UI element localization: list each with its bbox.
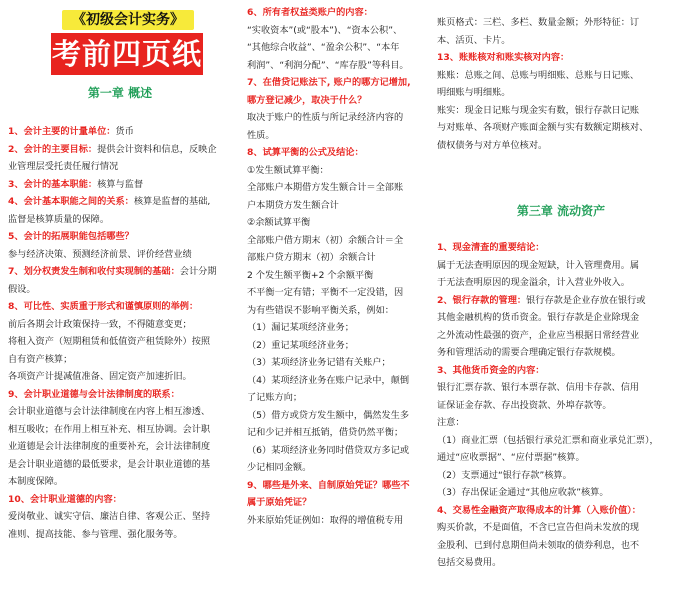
text-line: 将租入资产（短期租赁和低值资产租赁除外）按照 <box>8 336 211 347</box>
text-line: 2 个发生额平衡+2 个余额平衡 <box>247 269 374 281</box>
text-line: 通过“应收票据”、“应付票据”核算。 <box>437 452 585 463</box>
section-heading: 2、会计的主要目标：提供会计资料和信息，反映企 <box>8 143 217 155</box>
text-line: 注意： <box>437 417 465 428</box>
section-heading: 13、账账核对和账实核对内容： <box>437 52 570 63</box>
text-line: 业道德是会计法律制度的重要补充，会计法律制度 <box>8 441 211 452</box>
text-line: “其他综合收益”、“盈余公积”、“本年 <box>247 42 400 53</box>
section-heading: 属于原始凭证？ <box>247 497 312 508</box>
text-line: 本制度保障。 <box>8 476 64 487</box>
text-line: ①发生额试算平衡： <box>247 164 329 176</box>
text-line: （2）重记某项经济业务； <box>247 339 354 351</box>
text-line: 利润”、“利润分配”、“库存股”等科目。 <box>247 59 409 71</box>
section-heading: 9、哪些是外来、自制原始凭证？哪些不 <box>247 479 410 491</box>
text-line: 与对账单、各项财产账面金额与实有数额定期核对、 <box>437 122 649 133</box>
text-line: 取决于账户的性质与所记录经济内容的 <box>247 112 404 123</box>
section-heading: 1、会计主要的计量单位：货币 <box>8 126 134 137</box>
section-heading: 2、银行存款的管理：银行存款是企业存放在银行或 <box>437 294 646 306</box>
section-heading: 3、其他货币资金的内容： <box>437 364 545 376</box>
column-1-body <box>8 123 232 543</box>
text-line: 全部账户本期借方发生额合计＝全部账 <box>247 182 404 193</box>
exam-banner: 考前四页纸 <box>51 33 203 75</box>
text-line: （3）某项经济业务记错有关账户； <box>247 357 391 368</box>
text-line: 前后各期会计政策保持一致，不得随意变更； <box>8 318 192 330</box>
text-line: 爱岗敬业、诚实守信、廉洁自律、客观公正、坚持 <box>8 511 211 522</box>
text-line: （5）借方或贷方发生额中，偶然发生多 <box>247 409 410 421</box>
section-heading: 3、会计的基本职能：核算与监督 <box>8 178 144 190</box>
text-line: 监督是核算质量的保障。 <box>8 213 110 225</box>
text-line: 会计职业道德与会计法律制度在内容上相互渗透、 <box>8 406 211 417</box>
text-line: 银行汇票存款、银行本票存款、信用卡存款、信用 <box>437 382 640 393</box>
text-line: 明细账与明细账。 <box>437 87 511 98</box>
section-heading: 8、可比性、实质重于形式和谨慎原则的举例： <box>8 301 199 312</box>
text-line: 户本期贷方发生额合计 <box>247 199 339 211</box>
text-line: 性质。 <box>247 129 275 141</box>
section-heading: 4、交易性金融资产取得成本的计算（入账价值）： <box>437 504 641 516</box>
subject-title: 《初级会计实务》 <box>62 10 194 30</box>
text-line: 是会计职业道德的最低要求，是会计职业道德的基 <box>8 458 211 470</box>
section-heading: 10、会计职业道德的内容： <box>8 493 122 505</box>
text-line: 证保证金存款、存出投资款、外埠存款等。 <box>437 399 612 411</box>
text-line: 相互吸收；在作用上相互补充、相互协调。会计职 <box>8 423 211 435</box>
section-heading: 5、会计的拓展职能包括哪些？ <box>8 231 134 242</box>
section-heading: 哪方登记减少，取决于什么？ <box>247 94 367 106</box>
section-heading: 9、会计职业道德与会计法律制度的联系： <box>8 388 180 400</box>
text-line: 包括交易费用。 <box>437 557 502 568</box>
text-line: 了记账方向； <box>247 392 303 403</box>
text-line: 部账户贷方期末（初）余额合计 <box>247 252 376 263</box>
text-line: 其他金融机构的货币资金。银行存款是企业除现金 <box>437 312 640 323</box>
section-heading: 7、在借贷记账法下, 账户的哪方记增加, <box>247 77 411 88</box>
text-line: 金股利、已到付息期但尚未领取的债券利息，也不 <box>437 539 640 551</box>
text-line: 不平衡一定有错；平衡不一定没错，因 <box>247 287 404 298</box>
text-line: “实收资本”(或“股本”)、“资本公积”、 <box>247 24 403 36</box>
text-line: 全部账户借方期末（初）余额合计＝全 <box>247 234 404 246</box>
chapter-3-heading: 第三章 流动资产 <box>516 204 606 218</box>
column-2-body <box>247 4 425 529</box>
text-line: 务和管理活动的需要合理确定银行存款规模。 <box>437 347 621 358</box>
text-line: 购买价款，不是面值，不含已宣告但尚未发放的现 <box>437 522 640 533</box>
text-line: 属于无法查明原因的现金短缺，计入管理费用。属 <box>437 259 640 271</box>
text-line: 业管理层受托责任履行情况 <box>8 161 119 172</box>
section-heading: 6、所有者权益类账户的内容： <box>247 7 373 18</box>
column-3-bottom <box>437 239 685 572</box>
text-line: （1）漏记某项经济业务； <box>247 322 354 333</box>
section-heading: 1、现金清查的重要结论： <box>437 242 545 253</box>
text-line: 于无法查明原因的现金溢余，计入营业外收入。 <box>437 277 630 288</box>
section-heading: 8、试算平衡的公式及结论： <box>247 147 364 158</box>
text-line: 账账：总账之间、总账与明细账、总账与日记账、 <box>437 69 640 81</box>
text-line: 债权债务与对方单位核对。 <box>437 139 548 151</box>
section-heading: 4、会计基本职能之间的关系：核算是监督的基础, <box>8 196 211 207</box>
text-line: 外来原始凭证例如：取得的增值税专用 <box>247 514 404 526</box>
text-line: 假设。 <box>8 283 36 295</box>
text-line: 少记相同金额。 <box>247 462 312 473</box>
text-line: 账页格式：三栏、多栏、数量金额；外形特征：订 <box>437 17 640 28</box>
section-heading: 7、划分权责发生制和收付实现制的基础：会计分期 <box>8 266 217 277</box>
text-line: 为有些错误不影响平衡关系，例如： <box>247 304 394 316</box>
text-line: 自有资产核算； <box>8 353 73 365</box>
text-line: （6）某项经济业务同时借贷双方多记或 <box>247 444 410 456</box>
text-line: 本、活页、卡片。 <box>437 34 511 46</box>
text-line: （2）支票通过“银行存款”核算。 <box>437 469 572 481</box>
chapter-1-heading: 第一章 概述 <box>87 86 153 100</box>
text-line: 之外流动性最强的资产，企业应当根据日常经营业 <box>437 329 640 341</box>
text-line: 参与经济决策、预测经济前景、评价经营业绩 <box>8 248 192 260</box>
text-line: 各项资产计提减值准备、固定资产加速折旧。 <box>8 371 192 382</box>
text-line: 账实：现金日记账与现金实有数，银行存款日记账 <box>437 104 640 116</box>
text-line: （3）存出保证金通过“其他应收款”核算。 <box>437 487 609 498</box>
text-line: 准则、提高技能、参与管理、强化服务等。 <box>8 528 183 540</box>
column-3-top <box>437 14 685 154</box>
text-line: （4）某项经济业务在账户记录中，颠倒 <box>247 374 410 386</box>
text-line: ②余额试算平衡 <box>247 217 311 228</box>
text-line: 记和少记并相互抵销，借贷仍然平衡； <box>247 427 404 438</box>
text-line: （1）商业汇票（包括银行承兑汇票和商业承兑汇票）， <box>437 434 659 446</box>
